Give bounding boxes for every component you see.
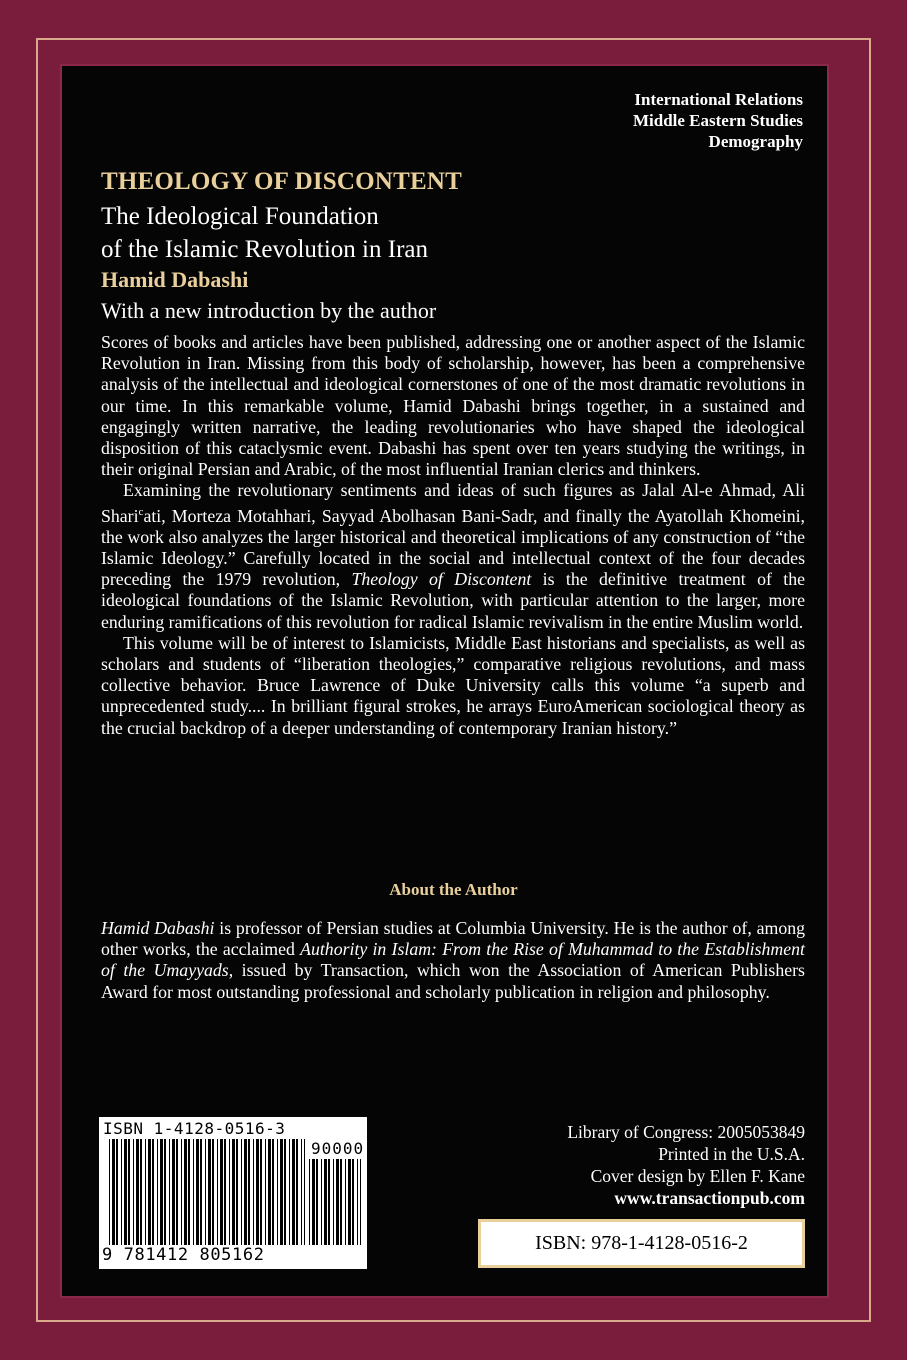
barcode-bar [360,1159,361,1245]
barcode-bar [248,1139,250,1245]
barcode-bar [256,1139,259,1245]
italic-title: Theology of Discontent [351,569,532,590]
text-run: is professor of Persian studies at Columbia University. He is the author of, among other works, the acclaimed [101,918,805,960]
barcode-digits: 9 781412 805162 [102,1245,265,1265]
printed-in: Printed in the U.S.A. [658,1144,805,1164]
subtitle-line: The Ideological Foundation [101,203,379,230]
text-run: is the definitive treatment of the ideological foundations of the Islamic Revolution, with particular attention to the larger, more enduring ramifications of this revolution for radical Islamic revivalism in the entire Muslim world. [101,569,806,632]
description-paragraph: Scores of books and articles have been published, addressing one or another aspect of the Islamic Revolution in Iran. Missing from this body of scholarship, however, has been a comprehensive analysis of the intellectual and ideological cornerstones of one of the most dramatic revolutions in our time. In this remarkable volume, Hamid Dabashi brings together, in a sustained and engagingly written narrative, the leading revolutionaries who have shaped the ideological disposition of this cataclysmic event. Dabashi has spent over ten years studying the writings, in their original Persian and Arabic, of the most influential Iranian clerics and thinkers. [101,332,805,480]
barcode-bar [289,1139,290,1245]
about-author-text [101,918,805,1003]
barcode-bar [136,1139,139,1245]
barcode-bar [292,1139,295,1245]
barcode-bar [224,1139,226,1245]
barcode-bar [309,1159,310,1245]
superscript: c [138,505,144,518]
subject-item: Demography [708,132,803,151]
subtitle-line: of the Islamic Revolution in Iran [101,236,429,263]
barcode-bars [109,1139,305,1245]
author-name-italic: Hamid Dabashi [101,918,215,938]
barcode-bar [333,1159,334,1245]
barcode-bar [116,1139,118,1245]
barcode-bar [328,1159,330,1245]
barcode-bar [121,1139,122,1245]
barcode-bar [324,1159,327,1245]
barcode-bar [316,1159,318,1245]
barcode-bar [336,1159,339,1245]
barcode-bar [352,1159,354,1245]
cover-design: Cover design by Ellen F. Kane [590,1166,805,1186]
barcode-bar [241,1139,242,1245]
description-paragraph: This volume will be of interest to Islamicists, Middle East historians and specialists, as well as scholars and students of “liberation theologies,” comparative religious revolutions, and mass collective behavior. Bruce Lawrence of Duke University calls this volume “a superb and unprecedented study.... In brilliant figural strokes, he arrays EuroAmerican sociological theory as the crucial backdrop of a deeper understanding of contemporary Iranian history.” [101,632,805,738]
barcode-bar [236,1139,238,1245]
barcode [99,1117,367,1269]
barcode-bar [140,1139,142,1245]
barcode-bar [301,1139,302,1245]
barcode-bar [357,1159,358,1245]
barcode-bar [229,1139,230,1245]
barcode-bar [296,1139,298,1245]
about-heading: About the Author [389,880,518,899]
barcode-addon-bars [309,1159,361,1245]
barcode-bar [232,1139,235,1245]
barcode-addon-number: 90000 [311,1139,365,1158]
barcode-bar [208,1139,211,1245]
barcode-isbn: ISBN 1-4128-0516-3 [103,1119,286,1138]
text-run: ati, Morteza Motahhari, Sayyad Abolhasan Bani-Sadr, and finally the Ayatollah Khomeini, the work also analyzes the larger historical and theoretical implications of any construction of “the Islamic Ideology.” Carefully located in the social and intellectual context of the four decades preceding the 1979 revolution, [101,505,805,590]
barcode-bar [304,1139,305,1245]
barcode-bar [265,1139,266,1245]
barcode-bar [253,1139,254,1245]
description-paragraph [101,480,805,632]
barcode-bar [272,1139,274,1245]
isbn13-box: ISBN: 978-1-4128-0516-2 [478,1219,805,1268]
barcode-bar [220,1139,223,1245]
barcode-bar [169,1139,170,1245]
barcode-bar [124,1139,127,1245]
barcode-bar [145,1139,146,1245]
barcode-bar [157,1139,158,1245]
intro-note: With a new introduction by the author [101,298,437,323]
barcode-bar [128,1139,130,1245]
barcode-bar [268,1139,271,1245]
barcode-bar [176,1139,178,1245]
barcode-bar [348,1159,351,1245]
barcode-bar [164,1139,166,1245]
subject-item: International Relations [634,90,803,109]
barcode-bar [109,1139,110,1245]
publisher-url: www.transactionpub.com [614,1188,805,1208]
barcode-bar [321,1159,322,1245]
barcode-bar [148,1139,151,1245]
barcode-bar [345,1159,346,1245]
text-run: Examining the revolutionary sentiments and ideas of such figures as Jalal Al-e Ahmad, Ali Shari [101,480,805,526]
barcode-bar [112,1139,115,1245]
barcode-bar [196,1139,199,1245]
barcode-bar [181,1139,182,1245]
barcode-bar [280,1139,283,1245]
barcode-bar [260,1139,262,1245]
barcode-bar [160,1139,163,1245]
barcode-bar [212,1139,214,1245]
barcode-bar [172,1139,175,1245]
subject-categories [633,89,803,152]
subject-item: Middle Eastern Studies [632,111,803,130]
book-subtitle [101,200,428,266]
barcode-bar [205,1139,206,1245]
barcode-bar [184,1139,187,1245]
description [101,332,805,739]
barcode-bar [193,1139,194,1245]
barcode-bar [188,1139,190,1245]
barcode-bar [277,1139,278,1245]
barcode-bar [133,1139,134,1245]
book-title: THEOLOGY OF DISCONTENT [101,168,462,195]
barcode-bar [152,1139,154,1245]
author-name: Hamid Dabashi [101,267,249,292]
book-title-italic: Authority in Islam: From the Rise of Muhammad to the Establishment of the Umayyads [101,939,805,981]
barcode-bar [200,1139,202,1245]
barcode-bar [284,1139,286,1245]
publication-info [567,1121,805,1209]
text-run: , issued by Transaction, which won the Association of American Publishers Award for most outstanding professional and scholarly publication in religion and philosophy. [101,960,805,1002]
barcode-bar [340,1159,342,1245]
library-of-congress: Library of Congress: 2005053849 [567,1122,805,1142]
barcode-bar [217,1139,218,1245]
barcode-bar [312,1159,315,1245]
barcode-bar [244,1139,247,1245]
